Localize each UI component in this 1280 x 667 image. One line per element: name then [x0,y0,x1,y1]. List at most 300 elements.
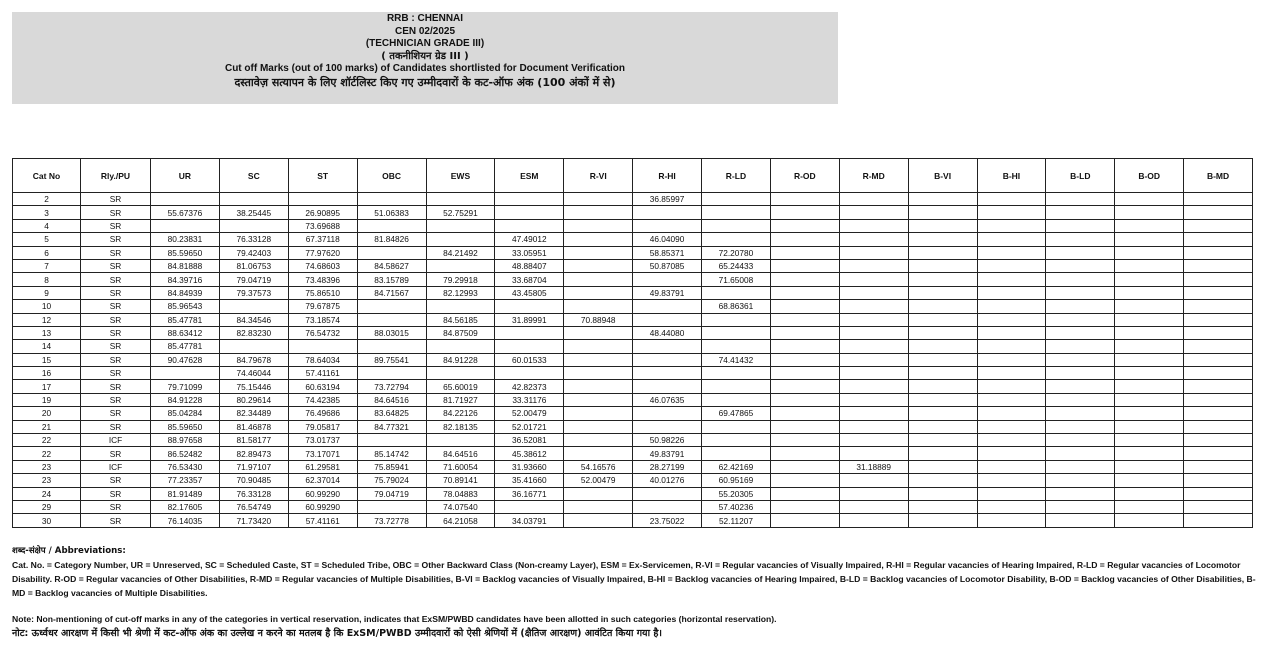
table-cell [426,193,495,206]
table-cell [426,367,495,380]
table-cell: 85.59650 [151,420,220,433]
table-cell [357,300,426,313]
table-cell [977,447,1046,460]
table-cell: 7 [13,259,81,272]
table-cell: 84.77321 [357,420,426,433]
table-cell: 79.04719 [357,487,426,500]
header-subtitle-hindi: दस्तावेज़ सत्यापन के लिए शॉर्टलिस्ट किए गए उम्मीदवारों के कट-ऑफ अंक (100 अंकों में से) [234,75,616,89]
table-cell: 6 [13,246,81,259]
table-cell [564,286,633,299]
table-cell: 33.05951 [495,246,564,259]
table-cell [1115,326,1184,339]
table-cell: SR [81,500,151,513]
table-cell [426,259,495,272]
table-cell [1184,193,1253,206]
table-cell [908,393,977,406]
table-cell [770,514,839,527]
table-cell: SR [81,353,151,366]
table-cell: 31.89991 [495,313,564,326]
table-cell [564,300,633,313]
table-cell: 79.04719 [219,273,288,286]
table-cell [839,259,908,272]
table-cell: 14 [13,340,81,353]
table-cell [908,233,977,246]
table-cell: 82.17605 [151,500,220,513]
table-cell: 36.52081 [495,434,564,447]
table-cell [633,487,702,500]
table-cell [564,259,633,272]
table-cell [1115,206,1184,219]
table-cell: 75.86510 [288,286,357,299]
table-row [13,393,1253,406]
table-cell [1046,393,1115,406]
table-cell [977,434,1046,447]
table-cell [1115,434,1184,447]
table-cell: 30 [13,514,81,527]
table-cell: 60.99290 [288,500,357,513]
column-header: Cat No [13,159,81,193]
table-row [13,300,1253,313]
table-cell: 60.95169 [702,474,771,487]
table-row [13,219,1253,232]
table-cell [495,500,564,513]
table-cell [1046,326,1115,339]
column-header: EWS [426,159,495,193]
table-cell: 73.72778 [357,514,426,527]
table-cell [357,193,426,206]
note-hindi: नोट: ऊर्ध्वधर आरक्षण में किसी भी श्रेणी में कट-ऑफ अंक का उल्लेख न करने का मतलब है कि ExSM/PWBD उम्मीदवारों को ऐसी श्रेणियों में (क्षैतिज आरक्षण) आवंटित किया गया है। [12,628,662,639]
table-cell [770,407,839,420]
table-cell [1046,420,1115,433]
column-header: Rly./PU [81,159,151,193]
table-cell [357,500,426,513]
table-cell [908,193,977,206]
table-cell [908,434,977,447]
table-cell: 28.27199 [633,460,702,473]
table-cell: 82.18135 [426,420,495,433]
table-cell [633,313,702,326]
table-cell [702,420,771,433]
table-cell [219,193,288,206]
table-cell: SR [81,206,151,219]
table-cell [633,353,702,366]
table-cell: 84.87509 [426,326,495,339]
table-cell: 49.83791 [633,286,702,299]
header-board: RRB : CHENNAI [386,13,464,24]
table-cell [702,380,771,393]
table-cell: 4 [13,219,81,232]
table-cell: 76.54732 [288,326,357,339]
table-row [13,286,1253,299]
table-cell [1046,487,1115,500]
table-cell [219,340,288,353]
table-cell [908,367,977,380]
table-cell [770,434,839,447]
table-cell [702,367,771,380]
table-cell: 78.04883 [426,487,495,500]
table-cell [770,500,839,513]
table-cell: 77.23357 [151,474,220,487]
table-cell: 48.44080 [633,326,702,339]
table-cell: 9 [13,286,81,299]
table-cell [977,246,1046,259]
table-cell: 85.47781 [151,340,220,353]
table-cell [564,380,633,393]
table-cell [908,487,977,500]
table-cell [1115,273,1184,286]
table-cell [1115,393,1184,406]
table-cell [839,447,908,460]
table-row [13,340,1253,353]
table-cell [977,219,1046,232]
table-cell: 88.63412 [151,326,220,339]
table-cell: SR [81,193,151,206]
table-cell: 71.60054 [426,460,495,473]
table-row [13,434,1253,447]
table-cell: 85.04284 [151,407,220,420]
table-cell [1184,460,1253,473]
table-cell [702,193,771,206]
table-cell [633,273,702,286]
table-cell [564,514,633,527]
table-cell: 45.38612 [495,447,564,460]
table-cell: 80.23831 [151,233,220,246]
table-cell [839,340,908,353]
table-cell [977,420,1046,433]
table-cell [564,246,633,259]
abbreviations-text: Cat. No. = Category Number, UR = Unreserved, SC = Scheduled Caste, ST = Scheduled Tribe, OBC = Other Backward Class (Non-creamy Layer), ESM = Ex-Servicemen, R-VI = Regular vacancies of Visually Impaired, R-HI = Regular vacancies of Hearing Impaired, R-LD = Regular vacancies of Locomotor Disability. R-OD = Regular vacancies of Other Disabilities, R-MD = Regular vacancies of Multiple Disabilities, B-VI = Backlog vacancies of Visually Impaired, B-HI = Backlog vacancies of Hearing Impaired, B-LD = Backlog vacancies of Locomotor Disability, B-OD = Backlog vacancies of Other Disabilities, B-MD = Backlog vacancies of Multiple Disabilities. [12,560,1256,598]
table-cell [1115,233,1184,246]
column-header: R-LD [702,159,771,193]
table-cell [839,313,908,326]
table-cell: 76.33128 [219,233,288,246]
table-cell [1115,259,1184,272]
table-cell [770,259,839,272]
table-row [13,407,1253,420]
table-cell [1184,420,1253,433]
column-header: R-OD [770,159,839,193]
table-cell: 33.68704 [495,273,564,286]
table-cell [770,353,839,366]
table-cell [1184,380,1253,393]
table-cell [1115,514,1184,527]
table-cell [633,340,702,353]
table-cell: 76.49686 [288,407,357,420]
table-cell: 75.79024 [357,474,426,487]
table-cell [770,273,839,286]
table-cell [564,434,633,447]
note-section [12,613,1264,641]
table-cell: 51.06383 [357,206,426,219]
table-cell [702,313,771,326]
table-cell: 75.85941 [357,460,426,473]
table-cell: 82.34489 [219,407,288,420]
table-cell: 76.54749 [219,500,288,513]
table-cell: 74.42385 [288,393,357,406]
table-cell [702,326,771,339]
table-cell [1115,246,1184,259]
table-cell: 17 [13,380,81,393]
table-cell: 19 [13,393,81,406]
table-cell [977,460,1046,473]
table-cell [770,300,839,313]
table-row [13,193,1253,206]
table-cell: 13 [13,326,81,339]
table-cell: 52.00479 [564,474,633,487]
table-cell [1046,407,1115,420]
table-cell [1115,193,1184,206]
table-row [13,500,1253,513]
table-cell: 79.05817 [288,420,357,433]
table-cell [908,246,977,259]
table-cell [564,353,633,366]
table-cell [633,407,702,420]
table-cell [839,193,908,206]
column-header: B-HI [977,159,1046,193]
table-cell [977,393,1046,406]
table-cell: 72.20780 [702,246,771,259]
table-cell [977,353,1046,366]
table-cell [426,219,495,232]
table-cell [839,474,908,487]
table-row [13,514,1253,527]
table-cell [1184,447,1253,460]
table-cell: 57.40236 [702,500,771,513]
table-cell: 54.16576 [564,460,633,473]
table-cell [839,300,908,313]
table-cell [1046,206,1115,219]
table-cell: 74.46044 [219,367,288,380]
table-cell [977,193,1046,206]
abbreviations-section [12,544,1264,600]
table-cell: 43.45805 [495,286,564,299]
table-cell: 60.01533 [495,353,564,366]
table-row [13,259,1253,272]
table-cell: 23 [13,474,81,487]
table-cell [151,193,220,206]
table-cell [1115,407,1184,420]
table-cell [564,447,633,460]
table-cell [1184,514,1253,527]
table-cell: SR [81,514,151,527]
table-cell: 83.15789 [357,273,426,286]
table-cell: 73.72794 [357,380,426,393]
table-cell [564,233,633,246]
table-cell [1184,233,1253,246]
table-cell: 55.67376 [151,206,220,219]
table-cell [1046,286,1115,299]
table-cell: 31.18889 [839,460,908,473]
table-cell: 50.87085 [633,259,702,272]
table-cell [426,300,495,313]
table-cell: 71.73420 [219,514,288,527]
table-row [13,487,1253,500]
table-cell: 74.07540 [426,500,495,513]
column-header: OBC [357,159,426,193]
table-cell [839,393,908,406]
table-cell: 69.47865 [702,407,771,420]
table-cell [770,286,839,299]
table-cell [977,259,1046,272]
table-cell [908,300,977,313]
column-header: B-VI [908,159,977,193]
table-cell: 85.96543 [151,300,220,313]
table-cell: 16 [13,367,81,380]
table-cell [839,246,908,259]
table-cell [1184,367,1253,380]
table-cell: 84.64516 [357,393,426,406]
table-cell: 75.15446 [219,380,288,393]
table-cell: 84.39716 [151,273,220,286]
table-cell [839,219,908,232]
table-cell: 84.56185 [426,313,495,326]
table-cell [564,219,633,232]
table-cell: 81.91489 [151,487,220,500]
table-cell [1115,380,1184,393]
table-cell [1184,286,1253,299]
table-cell [770,393,839,406]
table-cell: SR [81,259,151,272]
table-cell [1115,286,1184,299]
table-cell [1046,273,1115,286]
table-cell: 2 [13,193,81,206]
table-cell: 76.33128 [219,487,288,500]
table-cell: 81.71927 [426,393,495,406]
table-cell: 84.91228 [426,353,495,366]
table-cell: 84.64516 [426,447,495,460]
table-cell: 83.64825 [357,407,426,420]
table-cell: 73.18574 [288,313,357,326]
table-cell [702,340,771,353]
table-cell [839,380,908,393]
table-cell [770,340,839,353]
table-cell: 81.46878 [219,420,288,433]
table-cell [357,434,426,447]
table-cell [839,273,908,286]
table-cell [1115,367,1184,380]
table-cell: 50.98226 [633,434,702,447]
table-cell [977,286,1046,299]
table-cell [1115,487,1184,500]
table-cell [1115,474,1184,487]
table-cell: SR [81,420,151,433]
table-cell [1184,246,1253,259]
table-cell [564,326,633,339]
table-cell: 52.01721 [495,420,564,433]
table-cell: 22 [13,434,81,447]
table-cell [1184,434,1253,447]
table-cell: 29 [13,500,81,513]
table-cell [564,407,633,420]
table-cell [908,313,977,326]
table-cell [839,434,908,447]
table-cell [770,420,839,433]
table-cell [770,460,839,473]
table-cell [495,367,564,380]
table-cell: 23 [13,460,81,473]
table-cell: 34.03791 [495,514,564,527]
table-cell: 84.22126 [426,407,495,420]
table-cell [495,193,564,206]
table-cell [1184,326,1253,339]
table-cell: 26.90895 [288,206,357,219]
table-cell [977,313,1046,326]
table-cell [702,393,771,406]
table-row [13,313,1253,326]
table-cell: 71.97107 [219,460,288,473]
abbreviations-title: शब्द-संक्षेप / Abbreviations: [12,546,126,556]
table-cell: 49.83791 [633,447,702,460]
column-header: R-MD [839,159,908,193]
table-cell: SR [81,286,151,299]
table-cell: 8 [13,273,81,286]
table-cell: 84.84939 [151,286,220,299]
table-cell: 88.03015 [357,326,426,339]
table-cell [908,206,977,219]
table-cell: 57.41161 [288,367,357,380]
table-cell [564,273,633,286]
table-cell: 85.59650 [151,246,220,259]
table-cell [564,420,633,433]
table-cell [1046,233,1115,246]
table-cell [357,367,426,380]
table-cell: 47.49012 [495,233,564,246]
table-cell [357,219,426,232]
table-cell [1184,340,1253,353]
header-post: (TECHNICIAN GRADE III) [365,38,485,49]
table-cell [1184,474,1253,487]
table-cell: 84.71567 [357,286,426,299]
table-cell: 73.48396 [288,273,357,286]
column-header: ST [288,159,357,193]
table-cell: 68.86361 [702,300,771,313]
table-cell [1184,500,1253,513]
table-cell [839,233,908,246]
table-cell [1046,474,1115,487]
table-cell [1184,393,1253,406]
table-cell [770,233,839,246]
table-cell: SR [81,447,151,460]
table-cell: 57.41161 [288,514,357,527]
table-cell: 61.29581 [288,460,357,473]
table-cell [1115,313,1184,326]
table-cell: 38.25445 [219,206,288,219]
table-header-row [13,159,1253,193]
table-cell: 73.69688 [288,219,357,232]
table-cell [151,219,220,232]
table-cell [426,434,495,447]
column-header: UR [151,159,220,193]
table-cell [1046,353,1115,366]
table-cell: 42.82373 [495,380,564,393]
table-cell: 31.93660 [495,460,564,473]
table-cell: 15 [13,353,81,366]
table-cell: 21 [13,420,81,433]
table-cell [633,219,702,232]
table-cell [1046,367,1115,380]
table-row [13,233,1253,246]
table-cell: 65.24433 [702,259,771,272]
table-cell: 70.89141 [426,474,495,487]
table-cell [1115,353,1184,366]
table-cell [633,367,702,380]
table-cell [1184,353,1253,366]
table-cell: 5 [13,233,81,246]
table-cell [908,353,977,366]
column-header: SC [219,159,288,193]
table-row [13,420,1253,433]
table-cell: 76.53430 [151,460,220,473]
